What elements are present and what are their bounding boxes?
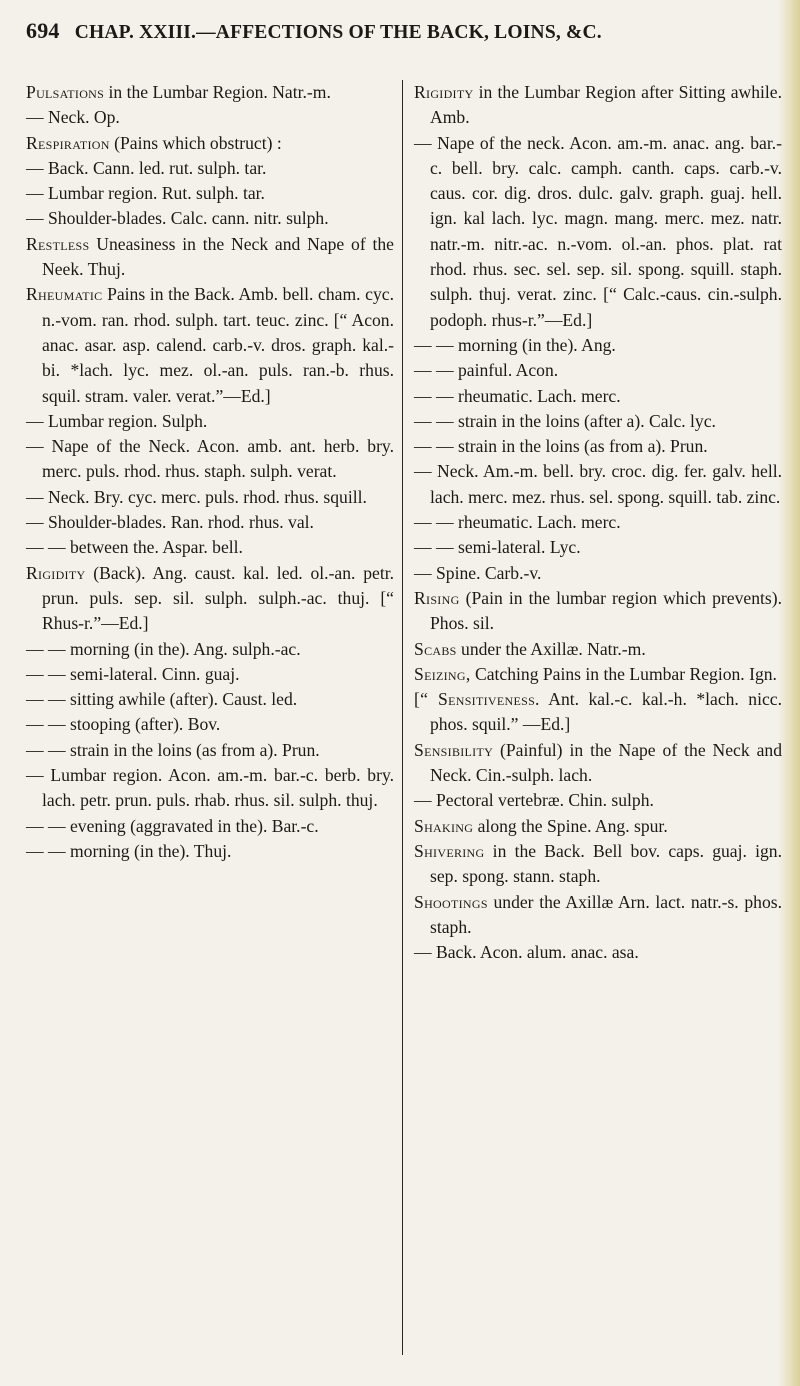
right-column xyxy=(414,80,782,965)
index-entry xyxy=(414,586,782,637)
entry-text: — — morning (in the). Thuj. xyxy=(26,840,232,861)
index-entry xyxy=(26,181,394,206)
index-entry xyxy=(26,434,394,485)
entry-heading: Rheumatic xyxy=(26,284,103,305)
entry-text: — Shoulder-blades. Calc. cann. nitr. sulph. xyxy=(26,208,329,229)
entry-text: — — morning (in the). Ang. sulph.-ac. xyxy=(26,638,301,659)
index-entry xyxy=(414,384,782,409)
entry-text: — — semi-lateral. Lyc. xyxy=(414,537,581,558)
entry-text: — — sitting awhile (after). Caust. led. xyxy=(26,689,298,710)
entry-text: Catching Pains in the Lumbar Region. Ign. xyxy=(470,663,777,684)
index-entry xyxy=(26,687,394,712)
entry-heading: Rising xyxy=(414,587,460,608)
index-entry xyxy=(26,712,394,737)
entry-heading: Shivering xyxy=(414,840,485,861)
index-entry xyxy=(26,814,394,839)
entry-text: — Nape of the neck. Acon. am.-m. anac. ang. bar.-c. bell. bry. calc. camph. canth. caps. carb.-v. caus. cor. dig. dros. dulc. galv. graph. guaj. hell. ign. kal lach. lyc. magn. mang. merc. mez. natr. natr.-m. nitr.-ac. n.-vom. ol.-an. phos. plat. rat rhod. rhus. sec. sel. sep. sil. spong. squill. staph. sulph. thuj. verat. zinc. [“ Calc.-caus. cin.-sulph. podoph. rhus-r.”—Ed.] xyxy=(414,132,782,330)
entry-text: — — rheumatic. Lach. merc. xyxy=(414,385,621,406)
index-entry xyxy=(26,409,394,434)
entry-text: — — morning (in the). Ang. xyxy=(414,334,616,355)
entry-text: (Pain in the lumbar region which prevents). Phos. sil. xyxy=(430,587,782,634)
entry-text: Ant. kal.-c. kal.-h. *lach. nicc. phos. squil.” —Ed.] xyxy=(430,689,782,735)
running-header xyxy=(26,18,786,44)
entry-heading: Restless xyxy=(26,233,90,254)
entry-heading: Shaking xyxy=(414,815,474,836)
entry-heading: Scabs xyxy=(414,638,457,659)
index-entry xyxy=(414,434,782,459)
entry-text: — Lumbar region. Acon. am.-m. bar.-c. berb. bry. lach. petr. prun. puls. rhab. rhus. sil. sulph. thuj. xyxy=(26,765,394,811)
index-entry xyxy=(414,687,782,738)
entry-text: under the Axillæ Arn. lact. natr.-s. phos. staph. xyxy=(430,891,782,937)
index-entry xyxy=(26,282,394,408)
index-entry xyxy=(414,358,782,383)
entry-text: under the Axillæ. Natr.-m. xyxy=(456,638,646,659)
entry-heading: Sensibility xyxy=(414,739,494,760)
index-entry xyxy=(414,890,782,941)
entry-text: along the Spine. Ang. spur. xyxy=(473,815,668,836)
entry-text: — Back. Cann. led. rut. sulph. tar. xyxy=(26,157,267,178)
index-entry xyxy=(414,409,782,434)
index-entry xyxy=(26,206,394,231)
index-entry xyxy=(26,839,394,864)
entry-text: — — painful. Acon. xyxy=(414,360,559,381)
entry-text: — Neck. Am.-m. bell. bry. croc. dig. fer. galv. hell. lach. merc. mez. rhus. sel. spong. squill. tab. zinc. xyxy=(414,461,782,507)
index-entry xyxy=(26,232,394,283)
page-number: 694 xyxy=(26,18,60,43)
entry-heading: Rigidity xyxy=(26,562,86,583)
index-entry xyxy=(414,131,782,333)
index-entry xyxy=(414,814,782,839)
index-entry xyxy=(414,940,782,965)
index-entry xyxy=(414,788,782,813)
index-entry xyxy=(414,738,782,789)
index-entry xyxy=(414,839,782,890)
index-entry xyxy=(26,510,394,535)
entry-text: — — strain in the loins (as from a). Prun. xyxy=(414,436,708,457)
index-entry xyxy=(414,510,782,535)
index-entry xyxy=(26,535,394,560)
entry-text: — Neck. Bry. cyc. merc. puls. rhod. rhus. squill. xyxy=(26,486,367,507)
index-entry xyxy=(26,763,394,814)
index-entry xyxy=(414,637,782,662)
entry-text: — — semi-lateral. Cinn. guaj. xyxy=(26,663,240,684)
index-entry xyxy=(414,535,782,560)
index-entry xyxy=(26,80,394,105)
index-entry xyxy=(26,662,394,687)
entry-text: — — evening (aggravated in the). Bar.-c. xyxy=(26,815,319,836)
column-divider xyxy=(402,80,403,1355)
entry-text: — — strain in the loins (as from a). Prun. xyxy=(26,739,320,760)
index-entry xyxy=(414,662,782,687)
index-entry xyxy=(26,738,394,763)
entry-text: — Spine. Carb.-v. xyxy=(414,562,542,583)
entry-heading: Respiration xyxy=(26,132,110,153)
index-entry xyxy=(26,131,394,156)
entry-heading: Rigidity xyxy=(414,82,474,102)
entry-heading: Pulsations xyxy=(26,82,105,102)
entry-text: Uneasiness in the Neck and Nape of the Neek. Thuj. xyxy=(42,233,394,280)
left-column xyxy=(26,80,394,864)
entry-text: (Back). Ang. caust. kal. led. ol.-an. petr. prun. puls. sep. sil. sulph. sulph.-ac. thuj. [“ Rhus-r.”—Ed.] xyxy=(42,562,394,634)
entry-text: — Neck. Op. xyxy=(26,107,120,128)
entry-text: Pains in the Back. Amb. bell. cham. cyc. n.-vom. ran. rhod. sulph. tart. teuc. zinc. [“ Acon. anac. asar. asp. calend. carb.-v. dros. graph. kal.-bi. *lach. lyc. mez. ol.-an. puls. ran.-b. rhus. squil. stram. valer. verat.”—Ed.] xyxy=(42,284,394,406)
entry-text: — — between the. Aspar. bell. xyxy=(26,537,243,558)
index-entry xyxy=(26,105,394,130)
entry-text: (Painful) in the Nape of the Neck and Neck. Cin.-sulph. lach. xyxy=(430,739,782,786)
index-entry xyxy=(414,80,782,131)
entry-text: — — rheumatic. Lach. merc. xyxy=(414,512,621,533)
entry-text: in the Lumbar Region. Natr.-m. xyxy=(104,82,331,102)
index-entry xyxy=(414,333,782,358)
index-entry xyxy=(414,561,782,586)
entry-text: — Lumbar region. Rut. sulph. tar. xyxy=(26,183,265,204)
index-entry xyxy=(26,156,394,181)
entry-text: — Shoulder-blades. Ran. rhod. rhus. val. xyxy=(26,512,314,533)
entry-text: — Nape of the Neck. Acon. amb. ant. herb. bry. merc. puls. rhod. rhus. staph. sulph. verat. xyxy=(26,436,394,482)
entry-text: in the Back. Bell bov. caps. guaj. ign. sep. spong. stann. staph. xyxy=(430,840,782,887)
entry-heading: [“ Sensitiveness. xyxy=(414,689,540,710)
index-entry xyxy=(26,637,394,662)
entry-heading: Shootings xyxy=(414,891,488,912)
entry-text: — Back. Acon. alum. anac. asa. xyxy=(414,942,639,963)
entry-text: — Lumbar region. Sulph. xyxy=(26,410,208,431)
entry-heading: Seizing, xyxy=(414,663,471,684)
index-entry xyxy=(26,485,394,510)
entry-text: — — stooping (after). Bov. xyxy=(26,714,221,735)
entry-text: in the Lumbar Region after Sitting awhile. Amb. xyxy=(430,82,782,128)
index-entry xyxy=(26,561,394,637)
chapter-title: CHAP. XXIII.—AFFECTIONS OF THE BACK, LOINS, &C. xyxy=(74,22,602,43)
entry-text: — Pectoral vertebræ. Chin. sulph. xyxy=(414,790,654,811)
entry-text: (Pains which obstruct) : xyxy=(109,132,282,153)
index-entry xyxy=(414,459,782,510)
entry-text: — — strain in the loins (after a). Calc. lyc. xyxy=(414,410,716,431)
